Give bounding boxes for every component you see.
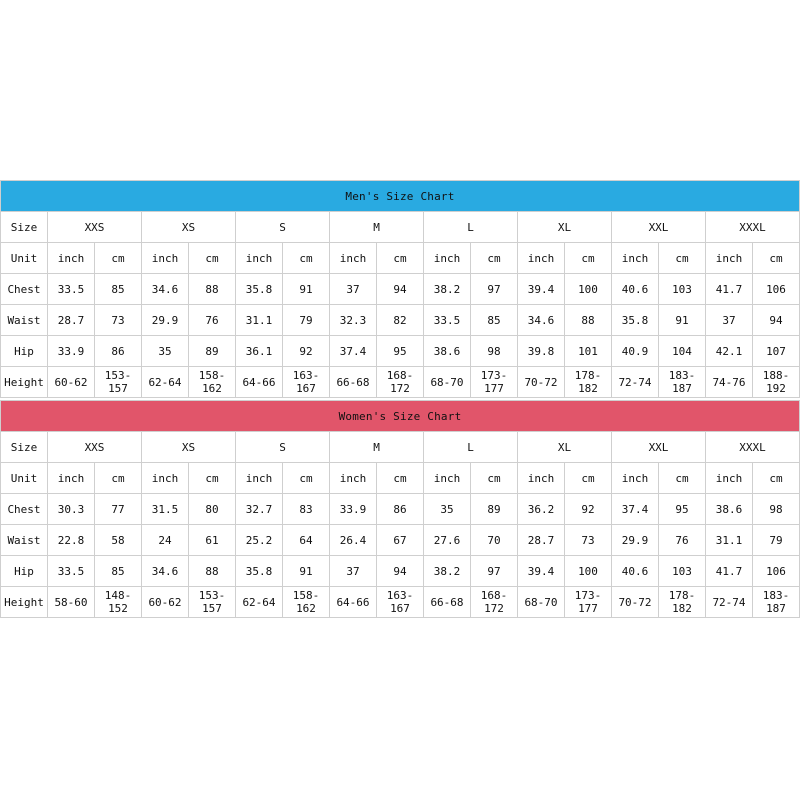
cell-cm: 173-177 [565,587,612,618]
cell-cm: 163-167 [283,367,330,398]
cell-cm: 85 [95,274,142,305]
size-header-xl: XL [518,212,612,243]
cell-inch: 35.8 [612,305,659,336]
size-header-xxs: XXS [48,212,142,243]
unit-inch: inch [236,243,283,274]
cell-inch: 38.2 [424,274,471,305]
unit-cm: cm [95,243,142,274]
cell-cm: 153-157 [95,367,142,398]
row-label-waist: Waist [1,305,48,336]
cell-inch: 72-74 [612,367,659,398]
cell-inch: 42.1 [706,336,753,367]
unit-inch: inch [330,243,377,274]
cell-inch: 62-64 [142,367,189,398]
cell-inch: 37 [330,556,377,587]
size-chart-womens [0,400,800,618]
cell-cm: 173-177 [471,367,518,398]
cell-cm: 73 [565,525,612,556]
size-header-m: M [330,212,424,243]
table-row [1,494,800,525]
chart-title: Women's Size Chart [1,401,800,432]
cell-cm: 101 [565,336,612,367]
cell-inch: 37 [706,305,753,336]
cell-cm: 98 [753,494,800,525]
cell-inch: 70-72 [518,367,565,398]
cell-inch: 32.3 [330,305,377,336]
table-row [1,556,800,587]
cell-cm: 67 [377,525,424,556]
cell-cm: 148-152 [95,587,142,618]
size-header-xxl: XXL [612,212,706,243]
cell-inch: 58-60 [48,587,95,618]
unit-inch: inch [706,463,753,494]
cell-inch: 28.7 [518,525,565,556]
unit-inch: inch [706,243,753,274]
size-header-l: L [424,432,518,463]
cell-inch: 39.4 [518,274,565,305]
unit-inch: inch [142,463,189,494]
cell-inch: 29.9 [142,305,189,336]
cell-cm: 106 [753,274,800,305]
cell-cm: 158-162 [189,367,236,398]
cell-inch: 60-62 [142,587,189,618]
cell-cm: 97 [471,274,518,305]
cell-cm: 106 [753,556,800,587]
cell-cm: 91 [659,305,706,336]
cell-cm: 79 [753,525,800,556]
cell-cm: 88 [565,305,612,336]
cell-inch: 36.2 [518,494,565,525]
cell-cm: 103 [659,556,706,587]
table-row [1,587,800,618]
chart-title-row [1,181,800,212]
cell-cm: 100 [565,274,612,305]
cell-inch: 35 [142,336,189,367]
size-header-l: L [424,212,518,243]
cell-inch: 30.3 [48,494,95,525]
unit-inch: inch [236,463,283,494]
cell-cm: 107 [753,336,800,367]
unit-row [1,243,800,274]
cell-inch: 41.7 [706,274,753,305]
cell-inch: 31.5 [142,494,189,525]
cell-inch: 41.7 [706,556,753,587]
unit-cm: cm [377,463,424,494]
cell-inch: 34.6 [142,274,189,305]
cell-inch: 64-66 [330,587,377,618]
cell-cm: 76 [659,525,706,556]
cell-cm: 79 [283,305,330,336]
cell-inch: 33.5 [48,556,95,587]
cell-inch: 72-74 [706,587,753,618]
unit-inch: inch [518,243,565,274]
table-row [1,274,800,305]
cell-inch: 74-76 [706,367,753,398]
size-charts-container [0,180,800,618]
cell-inch: 40.6 [612,556,659,587]
cell-cm: 94 [377,556,424,587]
cell-cm: 97 [471,556,518,587]
row-label-chest: Chest [1,274,48,305]
cell-cm: 178-182 [659,587,706,618]
cell-cm: 91 [283,556,330,587]
size-header-xs: XS [142,432,236,463]
cell-inch: 38.6 [424,336,471,367]
unit-row-label: Unit [1,243,48,274]
cell-cm: 158-162 [283,587,330,618]
unit-inch: inch [48,243,95,274]
cell-inch: 37.4 [330,336,377,367]
unit-cm: cm [283,243,330,274]
cell-cm: 95 [659,494,706,525]
cell-inch: 34.6 [518,305,565,336]
cell-cm: 188-192 [753,367,800,398]
unit-row [1,463,800,494]
cell-inch: 68-70 [424,367,471,398]
cell-inch: 36.1 [236,336,283,367]
cell-inch: 70-72 [612,587,659,618]
cell-inch: 35.8 [236,556,283,587]
cell-inch: 22.8 [48,525,95,556]
row-label-waist: Waist [1,525,48,556]
cell-cm: 89 [189,336,236,367]
table-row [1,367,800,398]
cell-cm: 153-157 [189,587,236,618]
cell-cm: 178-182 [565,367,612,398]
cell-cm: 82 [377,305,424,336]
cell-inch: 60-62 [48,367,95,398]
cell-cm: 88 [189,274,236,305]
unit-inch: inch [48,463,95,494]
size-header-label: Size [1,432,48,463]
cell-inch: 68-70 [518,587,565,618]
cell-inch: 40.9 [612,336,659,367]
unit-cm: cm [565,463,612,494]
cell-inch: 39.8 [518,336,565,367]
cell-cm: 89 [471,494,518,525]
row-label-height: Height [1,587,48,618]
chart-title-row [1,401,800,432]
cell-inch: 24 [142,525,189,556]
size-header-xxl: XXL [612,432,706,463]
cell-cm: 95 [377,336,424,367]
row-label-hip: Hip [1,336,48,367]
unit-cm: cm [753,243,800,274]
cell-cm: 58 [95,525,142,556]
unit-cm: cm [95,463,142,494]
row-label-height: Height [1,367,48,398]
unit-inch: inch [142,243,189,274]
cell-cm: 163-167 [377,587,424,618]
cell-cm: 92 [283,336,330,367]
unit-cm: cm [471,243,518,274]
cell-cm: 85 [95,556,142,587]
unit-inch: inch [424,463,471,494]
cell-cm: 94 [753,305,800,336]
size-header-s: S [236,212,330,243]
size-header-xxxl: XXXL [706,212,800,243]
cell-inch: 35 [424,494,471,525]
unit-cm: cm [659,243,706,274]
unit-cm: cm [659,463,706,494]
cell-inch: 29.9 [612,525,659,556]
size-header-m: M [330,432,424,463]
cell-cm: 94 [377,274,424,305]
size-header-row [1,212,800,243]
unit-inch: inch [330,463,377,494]
cell-cm: 61 [189,525,236,556]
cell-inch: 39.4 [518,556,565,587]
unit-cm: cm [189,463,236,494]
cell-cm: 64 [283,525,330,556]
cell-inch: 66-68 [424,587,471,618]
cell-inch: 35.8 [236,274,283,305]
row-label-chest: Chest [1,494,48,525]
cell-inch: 62-64 [236,587,283,618]
cell-cm: 73 [95,305,142,336]
size-header-xs: XS [142,212,236,243]
row-label-hip: Hip [1,556,48,587]
cell-cm: 70 [471,525,518,556]
cell-inch: 38.6 [706,494,753,525]
cell-inch: 33.9 [330,494,377,525]
size-header-row [1,432,800,463]
unit-row-label: Unit [1,463,48,494]
cell-inch: 33.5 [424,305,471,336]
cell-cm: 183-187 [659,367,706,398]
unit-inch: inch [518,463,565,494]
cell-inch: 25.2 [236,525,283,556]
cell-cm: 100 [565,556,612,587]
cell-inch: 31.1 [236,305,283,336]
size-header-s: S [236,432,330,463]
cell-cm: 80 [189,494,236,525]
table-row [1,336,800,367]
unit-inch: inch [612,463,659,494]
unit-cm: cm [471,463,518,494]
unit-inch: inch [612,243,659,274]
cell-cm: 183-187 [753,587,800,618]
cell-inch: 33.9 [48,336,95,367]
cell-inch: 34.6 [142,556,189,587]
cell-cm: 85 [471,305,518,336]
unit-cm: cm [189,243,236,274]
cell-cm: 168-172 [471,587,518,618]
chart-title: Men's Size Chart [1,181,800,212]
size-header-xxxl: XXXL [706,432,800,463]
cell-inch: 40.6 [612,274,659,305]
size-header-xl: XL [518,432,612,463]
cell-inch: 26.4 [330,525,377,556]
table-row [1,305,800,336]
cell-inch: 33.5 [48,274,95,305]
cell-cm: 168-172 [377,367,424,398]
size-chart-mens [0,180,800,398]
size-header-xxs: XXS [48,432,142,463]
size-header-label: Size [1,212,48,243]
unit-cm: cm [565,243,612,274]
cell-inch: 32.7 [236,494,283,525]
cell-inch: 31.1 [706,525,753,556]
cell-inch: 28.7 [48,305,95,336]
cell-cm: 83 [283,494,330,525]
unit-cm: cm [283,463,330,494]
cell-cm: 104 [659,336,706,367]
unit-cm: cm [377,243,424,274]
cell-inch: 64-66 [236,367,283,398]
cell-inch: 37.4 [612,494,659,525]
cell-cm: 98 [471,336,518,367]
cell-inch: 27.6 [424,525,471,556]
cell-cm: 91 [283,274,330,305]
cell-cm: 77 [95,494,142,525]
unit-inch: inch [424,243,471,274]
cell-cm: 86 [95,336,142,367]
cell-cm: 88 [189,556,236,587]
cell-cm: 103 [659,274,706,305]
table-row [1,525,800,556]
cell-inch: 38.2 [424,556,471,587]
cell-inch: 66-68 [330,367,377,398]
cell-inch: 37 [330,274,377,305]
cell-cm: 86 [377,494,424,525]
cell-cm: 92 [565,494,612,525]
cell-cm: 76 [189,305,236,336]
unit-cm: cm [753,463,800,494]
